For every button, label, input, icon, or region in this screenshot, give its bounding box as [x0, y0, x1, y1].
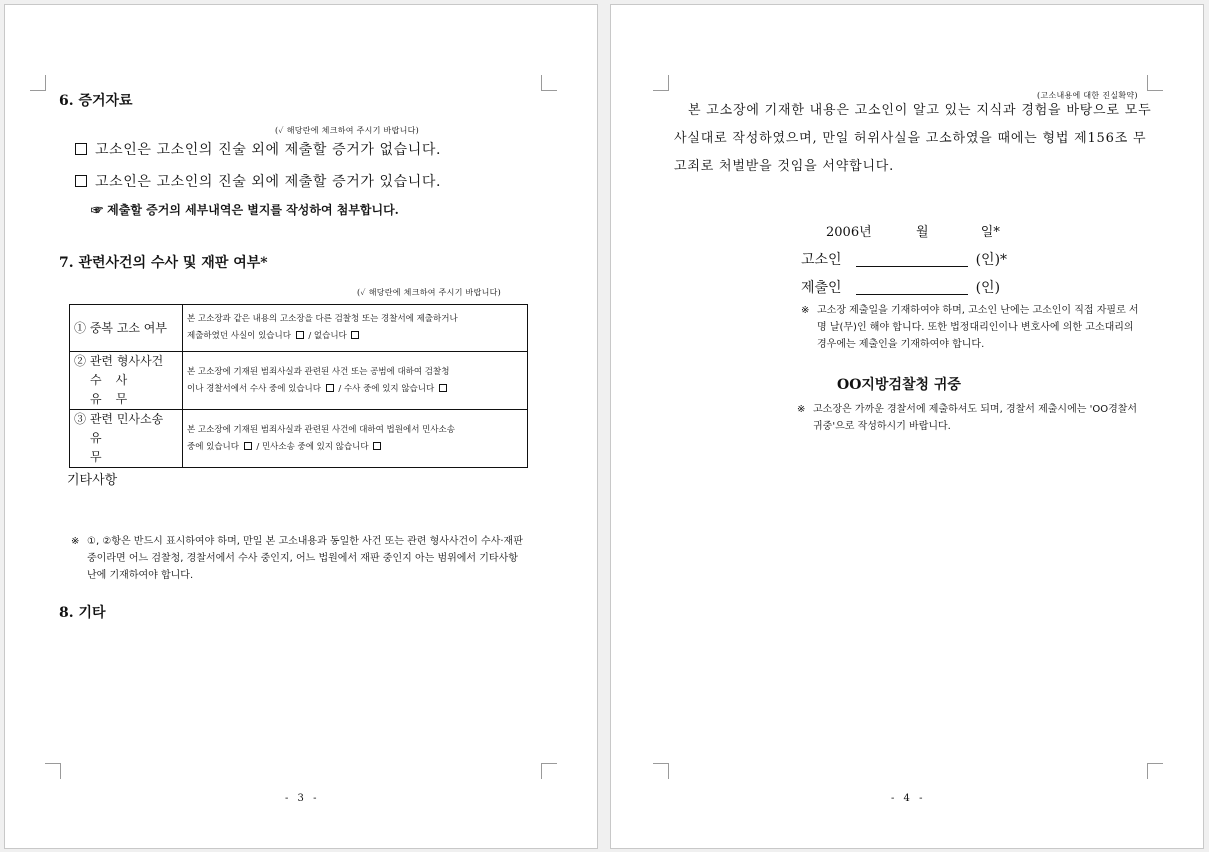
section-6-title: 6. 증거자료: [59, 93, 133, 109]
checkbox[interactable]: [75, 175, 87, 187]
submitter-signature-line: 제출인 (인): [801, 280, 1001, 296]
checkbox[interactable]: [326, 384, 334, 392]
row-description: 본 고소장에 기재된 범죄사실과 관련된 사건 또는 공범에 대하여 검찰청 이나 경찰서에서 수사 중에 있습니다 / 수사 중에 있지 않습니다: [183, 352, 528, 410]
row-description: 본 고소장과 같은 내용의 고소장을 다른 검찰청 또는 경찰서에 제출하거나 제출하였던 사실이 있습니다 / 없습니다: [183, 305, 528, 352]
document-page-4: [610, 4, 1204, 849]
oath-paragraph: 본 고소장에 기재한 내용은 고소인이 알고 있는 지식과 경험을 바탕으로 모두 사실대로 작성하였으며, 만일 허위사실을 고소하였을 때에는 형법 제156조 무고죄로 처벌받을 것임을 서약합니다.: [674, 103, 1152, 174]
page-number: - 4 -: [891, 793, 926, 804]
margin-corner-mark: [541, 763, 557, 779]
margin-corner-mark: [30, 75, 46, 91]
section-7-title: 7. 관련사건의 수사 및 재판 여부*: [59, 255, 268, 271]
table-row: [70, 305, 528, 352]
table-row: [70, 410, 528, 468]
table-row: [70, 352, 528, 410]
signature-note: ※ 고소장 제출일을 기재하여야 하며, 고소인 난에는 고소인이 직접 자필로 서명 날(무)인 해야 합니다. 또한 법정대리인이나 변호사에 의한 고소대리의 경우에는 제출인을 기재하여야 합니다.: [801, 305, 1139, 350]
recipient-office: OO지방검찰청 귀중: [837, 377, 961, 393]
date-line: 2006년 월 일*: [826, 225, 1000, 240]
section-8-title: 8. 기타: [59, 605, 106, 621]
signature-field[interactable]: [856, 253, 968, 267]
page-number: - 3 -: [285, 793, 320, 804]
row-label: ③ 관련 민사소송 유 무: [70, 410, 183, 468]
related-cases-table: [69, 304, 528, 468]
other-matters-label: 기타사항: [67, 473, 118, 488]
margin-corner-mark: [653, 75, 669, 91]
footnote: ※ ①, ②항은 반드시 표시하여야 하며, 만일 본 고소내용과 동일한 사건 또는 관련 형사사건이 수사·재판 중이라면 어느 검찰청, 경찰서에서 수사 중인지, 어느 법원에서 재판 중인지 아는 범위에서 기타사항 난에 기재하여야 합니다.: [71, 536, 523, 581]
evidence-some-option[interactable]: 고소인은 고소인의 진술 외에 제출할 증거가 있습니다.: [75, 171, 441, 191]
margin-corner-mark: [653, 763, 669, 779]
signature-field[interactable]: [856, 281, 968, 295]
row-label: ② 관련 형사사건 수사 유무: [70, 352, 183, 410]
checkbox[interactable]: [75, 143, 87, 155]
check-hint: (✓ 해당란에 체크하여 주시기 바랍니다): [357, 288, 502, 297]
checkbox[interactable]: [244, 442, 252, 450]
document-page-3: [4, 4, 598, 849]
submission-note: ※ 고소장은 가까운 경찰서에 제출하셔도 되며, 경찰서 제출시에는 'OO경찰서 귀중'으로 작성하시기 바랍니다.: [797, 404, 1138, 432]
check-hint: (✓ 해당란에 체크하여 주시기 바랍니다): [275, 126, 420, 135]
checkbox[interactable]: [296, 331, 304, 339]
margin-corner-mark: [1147, 763, 1163, 779]
margin-corner-mark: [45, 763, 61, 779]
truth-confirmation-hint: (고소내용에 대한 진실확약): [1037, 91, 1138, 100]
complainant-signature-line: 고소인 (인)*: [801, 252, 1008, 268]
checkbox[interactable]: [351, 331, 359, 339]
evidence-note: ☞ 제출할 증거의 세부내역은 별지를 작성하여 첨부합니다.: [91, 203, 399, 217]
margin-corner-mark: [541, 75, 557, 91]
margin-corner-mark: [1147, 75, 1163, 91]
evidence-none-option[interactable]: 고소인은 고소인의 진술 외에 제출할 증거가 없습니다.: [75, 139, 441, 159]
row-description: 본 고소장에 기재된 범죄사실과 관련된 사건에 대하여 법원에서 민사소송 중에 있습니다 / 민사소송 중에 있지 않습니다: [183, 410, 528, 468]
checkbox[interactable]: [373, 442, 381, 450]
row-label: ① 중복 고소 여부: [70, 305, 183, 352]
checkbox[interactable]: [439, 384, 447, 392]
